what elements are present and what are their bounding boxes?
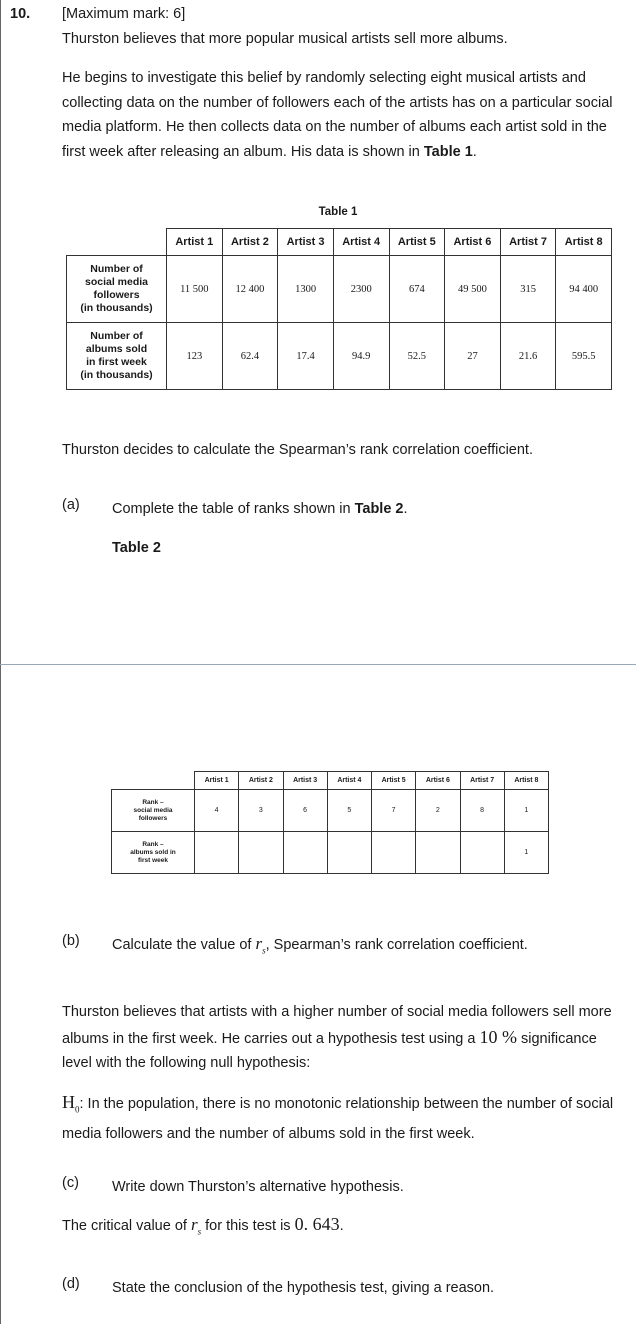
table1-cell: 1300 bbox=[278, 256, 334, 323]
table1-cell: 62.4 bbox=[222, 323, 278, 390]
table1-row-albums bbox=[67, 323, 612, 390]
table2-cell: 3 bbox=[239, 790, 283, 832]
table2-cell: 2 bbox=[416, 790, 460, 832]
table1-cell: 21.6 bbox=[500, 323, 556, 390]
part-b-label: (b) bbox=[62, 933, 80, 949]
table1-header: Artist 6 bbox=[445, 229, 501, 256]
data-description bbox=[62, 66, 622, 164]
data-description-text: He begins to investigate this belief by randomly selecting eight musical artists and collecting data on the number of followers each of the artists has on a particular social media platform. He then collects data on the number of albums each artist sold in the first week after releasing an album. His data is shown in bbox=[62, 70, 613, 160]
table2-row-albums-rank bbox=[112, 832, 549, 874]
table1-cell: 315 bbox=[500, 256, 556, 323]
spearman-intro: Thurston decides to calculate the Spearman’s rank correlation coefficient. bbox=[62, 442, 533, 458]
table2-header: Artist 5 bbox=[372, 772, 416, 790]
max-mark: [Maximum mark: 6] bbox=[62, 6, 186, 22]
part-a-text: Complete the table of ranks shown in Table 2. bbox=[112, 501, 408, 517]
part-d-text: State the conclusion of the hypothesis test, giving a reason. bbox=[112, 1280, 495, 1296]
table2-row-label: Rank – social media followers bbox=[112, 790, 195, 832]
table2-cell: 1 bbox=[504, 832, 548, 874]
table1-header: Artist 2 bbox=[222, 229, 278, 256]
table1-cell: 674 bbox=[389, 256, 445, 323]
table2-reference: Table 2 bbox=[354, 501, 404, 517]
table2-header: Artist 1 bbox=[195, 772, 239, 790]
table1-header: Artist 4 bbox=[333, 229, 389, 256]
table1-cell: 52.5 bbox=[389, 323, 445, 390]
part-d-label: (d) bbox=[62, 1276, 80, 1292]
table2-cell: 5 bbox=[327, 790, 371, 832]
table1-cell: 12 400 bbox=[222, 256, 278, 323]
table1-row-followers bbox=[67, 256, 612, 323]
part-c-text: Write down Thurston’s alternative hypothesis. bbox=[112, 1179, 404, 1195]
table1-header: Artist 5 bbox=[389, 229, 445, 256]
table1-header: Artist 7 bbox=[500, 229, 556, 256]
part-c-label: (c) bbox=[62, 1175, 79, 1191]
table1-header: Artist 3 bbox=[278, 229, 334, 256]
table2-answer-cell[interactable] bbox=[372, 832, 416, 874]
table2-cell: 1 bbox=[504, 790, 548, 832]
table2-header: Artist 7 bbox=[460, 772, 504, 790]
table2-header: Artist 6 bbox=[416, 772, 460, 790]
part-a-label: (a) bbox=[62, 497, 80, 513]
table2-answer-cell[interactable] bbox=[195, 832, 239, 874]
table2-title: Table 2 bbox=[112, 540, 161, 556]
table1-corner bbox=[67, 229, 167, 256]
table2-answer-cell[interactable] bbox=[460, 832, 504, 874]
question-number: 10. bbox=[10, 6, 31, 22]
table2-header: Artist 2 bbox=[239, 772, 283, 790]
significance-level: 10 % bbox=[479, 1026, 517, 1047]
table2-row-label: Rank – albums sold in first week bbox=[112, 832, 195, 874]
rs-symbol: $r_s$ bbox=[255, 934, 266, 956]
table1-cell: 49 500 bbox=[445, 256, 501, 323]
critical-value: 0. 643 bbox=[294, 1214, 340, 1234]
table1-row-label: Number of social media followers (in thousands) bbox=[67, 256, 167, 323]
table2-header: Artist 3 bbox=[283, 772, 327, 790]
table2-answer-cell[interactable] bbox=[416, 832, 460, 874]
table1-cell: 595.5 bbox=[556, 323, 612, 390]
table1-header: Artist 1 bbox=[167, 229, 223, 256]
critical-value-text: The critical value of $r_s$ for this test is 0. 643. bbox=[62, 1214, 344, 1237]
part-b-text: Calculate the value of $r_s$, Spearman’s rank correlation coefficient. bbox=[112, 934, 528, 956]
page-divider bbox=[0, 664, 636, 665]
intro-text: Thurston believes that more popular musical artists sell more albums. bbox=[62, 31, 508, 47]
table2-cell: 4 bbox=[195, 790, 239, 832]
table2-header: Artist 4 bbox=[327, 772, 371, 790]
h0-symbol: $H_0$ bbox=[62, 1092, 80, 1115]
table1-cell: 27 bbox=[445, 323, 501, 390]
table2-row-followers-rank bbox=[112, 790, 549, 832]
table2-answer-cell[interactable] bbox=[327, 832, 371, 874]
table1-cell: 94.9 bbox=[333, 323, 389, 390]
table1 bbox=[66, 228, 612, 390]
table2-cell: 7 bbox=[372, 790, 416, 832]
table1-reference: Table 1 bbox=[423, 143, 473, 160]
table1-cell: 17.4 bbox=[278, 323, 334, 390]
table2-answer-cell[interactable] bbox=[239, 832, 283, 874]
hypothesis-intro: Thurston believes that artists with a higher number of social media followers sell more albums in the first week. He carries out a hypothesis test using a 10 % significance level with the following null hypothesis: bbox=[62, 1004, 612, 1071]
rs-symbol: $r_s$ bbox=[190, 1215, 202, 1237]
data-description-end: . bbox=[472, 143, 477, 160]
table2-answer-cell[interactable] bbox=[283, 832, 327, 874]
table2-cell: 8 bbox=[460, 790, 504, 832]
page-frame-line bbox=[0, 0, 1, 1324]
table1-row-label: Number of albums sold in first week (in thousands) bbox=[67, 323, 167, 390]
null-hypothesis: $H_0$: In the population, there is no monotonic relationship between the number of social media followers and the number of albums sold in the first week. bbox=[62, 1092, 614, 1143]
table2 bbox=[111, 771, 549, 874]
table1-cell: 94 400 bbox=[556, 256, 612, 323]
table2-cell: 6 bbox=[283, 790, 327, 832]
table1-title: Table 1 bbox=[318, 206, 358, 218]
table2-header: Artist 8 bbox=[504, 772, 548, 790]
table1-cell: 2300 bbox=[333, 256, 389, 323]
table1-cell: 11 500 bbox=[167, 256, 223, 323]
table2-corner bbox=[112, 772, 195, 790]
table1-cell: 123 bbox=[167, 323, 223, 390]
table1-header: Artist 8 bbox=[556, 229, 612, 256]
